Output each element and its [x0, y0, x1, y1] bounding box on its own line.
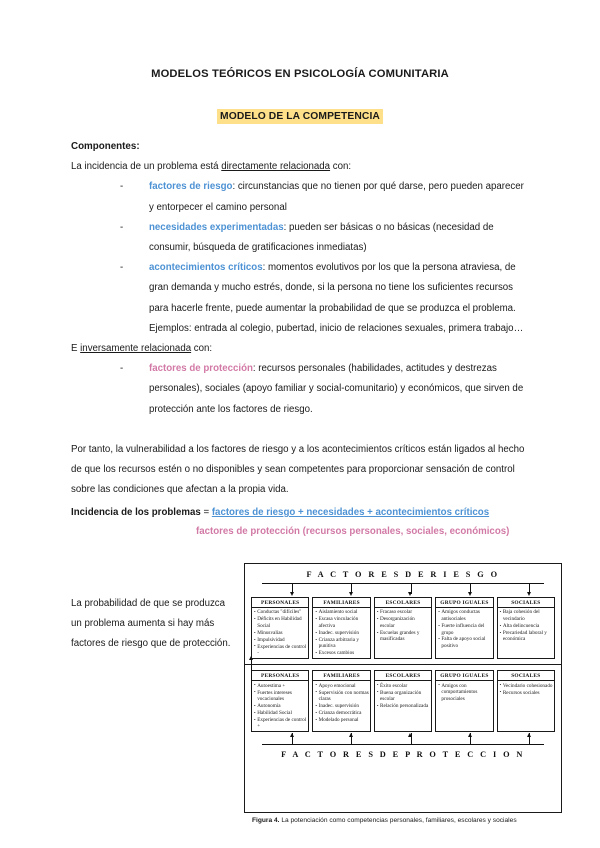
box-body	[498, 681, 554, 731]
risk-box-familiares	[312, 597, 370, 659]
arrow-up-icon	[408, 733, 412, 737]
box-item: • Baja cohesión del vecindario	[500, 609, 553, 622]
box-item: • Experiencias de control -	[254, 644, 307, 657]
protection-box-grupo-iguales	[435, 670, 493, 732]
arrow-up-icon	[468, 733, 472, 737]
box-item: • Recursos sociales	[500, 690, 553, 697]
protection-box-familiares	[312, 670, 370, 732]
box-item: • Falta de apoyo social positivo	[438, 636, 491, 649]
figure-diagram	[244, 563, 562, 813]
arrow-down-icon	[527, 592, 531, 596]
box-item: • Autonomía	[254, 703, 307, 710]
highlighted-section-title: MODELO DE LA COMPETENCIA	[217, 109, 383, 124]
box-title: ESCOLARES	[375, 671, 431, 681]
paragraph-spacer	[71, 420, 529, 440]
intro-suffix: con:	[330, 161, 352, 173]
risk-factor-boxes	[251, 597, 555, 659]
box-title: SOCIALES	[498, 598, 554, 608]
arrow-down-icon	[349, 592, 353, 596]
box-body	[436, 608, 492, 658]
term-description: : circunstancias que no tienen por qué darse, pero pueden aparecer y entorpecer el camino personal	[149, 181, 524, 213]
box-item: • Precariedad laboral y económica	[500, 630, 553, 643]
box-item: • Fuertes intereses vocacionales	[254, 690, 307, 703]
box-body	[498, 608, 554, 658]
incidence-formula	[71, 504, 531, 541]
box-item: • Experiencias de control +	[254, 717, 307, 730]
figure-caption-label: Figura 4.	[252, 817, 280, 824]
arrow-up-icon	[349, 733, 353, 737]
risk-box-personales	[251, 597, 309, 659]
list-item	[120, 258, 529, 339]
term-description: : pueden ser básicas o no básicas (necesidad de consumir, búsqueda de gratificaciones inmediatas)	[149, 221, 494, 254]
intro-underlined: directamente relacionada	[221, 161, 331, 173]
formula-numerator: factores de riesgo + necesidades + acontecimientos críticos	[211, 507, 490, 518]
inverse-prefix: E	[71, 343, 81, 355]
box-item: • Amigos conductas antisociales	[438, 609, 491, 622]
body-text-column	[71, 137, 529, 501]
components-heading: Componentes:	[71, 141, 140, 152]
box-item: • Apoyo emocional	[315, 683, 368, 690]
risk-box-escolares	[374, 597, 432, 659]
box-item: • Minusvalías	[254, 630, 307, 637]
inverse-line	[71, 339, 529, 359]
intro-line	[71, 157, 529, 177]
box-body	[252, 681, 308, 731]
bottom-connector-arrows	[251, 733, 555, 747]
box-title: PERSONALES	[252, 671, 308, 681]
connector-horizontal-line	[262, 744, 545, 745]
box-item: • Conductas "difíciles"	[254, 609, 307, 616]
arrow-up-icon	[527, 733, 531, 737]
box-item: • Supervisión con normas claras	[315, 690, 368, 703]
box-body	[375, 681, 431, 731]
box-item: • Vecindario cohesionado	[500, 683, 553, 690]
box-item: • Autoestima +	[254, 683, 307, 690]
intro-prefix: La incidencia de un problema está	[71, 161, 222, 173]
box-item: • Desorganización escolar	[377, 616, 430, 629]
top-connector-arrows	[251, 581, 555, 597]
figure-top-heading: F A C T O R E S D E R I E S G O	[306, 570, 500, 579]
box-item: • Buena organización escolar	[377, 690, 430, 703]
box-item: • Amigos con comportamientos prosociales	[438, 683, 491, 703]
term-acontecimientos-criticos: acontecimientos críticos	[149, 262, 263, 274]
box-title: SOCIALES	[498, 671, 554, 681]
left-feedback-arrow	[247, 660, 256, 710]
box-item: • Aislamiento social	[315, 609, 368, 616]
formula-denominator: factores de protección (recursos personales, sociales, económicos)	[196, 526, 510, 537]
box-body	[313, 608, 369, 658]
figure-caption-text: La potenciación como competencias personales, familiares, escolares y sociales	[279, 817, 517, 824]
box-body	[436, 681, 492, 731]
inverse-underlined: inversamente relacionada	[80, 343, 192, 355]
box-title: GRUPO IGUALES	[436, 671, 492, 681]
box-item: • Impulsividad	[254, 637, 307, 644]
box-item: • Escuelas grandes y masificadas	[377, 630, 430, 643]
protection-components-list	[71, 359, 529, 420]
box-item: • Déficits en Habilidad Social	[254, 616, 307, 629]
list-item	[120, 359, 529, 420]
box-item: • Inadec. supervisión	[315, 703, 368, 710]
arrow-down-icon	[468, 592, 472, 596]
box-title: GRUPO IGUALES	[436, 598, 492, 608]
page-title: MODELOS TEÓRICOS EN PSICOLOGÍA COMUNITARIA	[151, 68, 449, 80]
risk-box-grupo-iguales	[435, 597, 493, 659]
protection-box-escolares	[374, 670, 432, 732]
box-body	[313, 681, 369, 731]
risk-box-sociales	[497, 597, 555, 659]
box-item: • Relación personalizada	[377, 703, 430, 710]
connector-vertical-line	[251, 660, 252, 706]
box-body	[375, 608, 431, 658]
box-title: PERSONALES	[252, 598, 308, 608]
risk-components-list	[71, 177, 529, 339]
list-item	[120, 177, 529, 217]
connector-horizontal-line	[262, 583, 545, 584]
box-item: • Habilidad Social	[254, 710, 307, 717]
figure-bottom-heading: F A C T O R E S D E P R O T E C C I O N	[281, 750, 525, 760]
term-factores-de-proteccion: factores de protección	[149, 363, 253, 375]
arrow-down-icon	[290, 592, 294, 596]
term-description: : recursos personales (habilidades, actitudes y destrezas personales), sociales (apoyo familiar y social-comunitario) y económicos, que sirven de protección ante los factores de riesgo.	[149, 363, 524, 415]
protection-box-personales	[251, 670, 309, 732]
list-item	[120, 218, 529, 258]
side-note-text: La probabilidad de que se produzca un problema aumenta si hay más factores de riesgo que de protección.	[71, 598, 231, 650]
formula-equals: =	[203, 507, 210, 518]
term-factores-de-riesgo: factores de riesgo	[149, 181, 233, 193]
box-item: • Crianza democrática	[315, 710, 368, 717]
protection-box-sociales	[497, 670, 555, 732]
inverse-suffix: con:	[191, 343, 213, 355]
box-item: • Fracaso escolar	[377, 609, 430, 616]
arrow-down-icon	[408, 592, 412, 596]
box-item: • Inadec. supervisión	[315, 630, 368, 637]
box-title: FAMILIARES	[313, 671, 369, 681]
box-item: • Modelado personal	[315, 717, 368, 724]
box-item: • Alta delincuencia	[500, 623, 553, 630]
box-title: ESCOLARES	[375, 598, 431, 608]
box-title: FAMILIARES	[313, 598, 369, 608]
formula-label: Incidencia de los problemas	[71, 507, 201, 518]
box-item: • Éxito escolar	[377, 683, 430, 690]
figure-middle-divider	[245, 664, 561, 665]
term-description: : momentos evolutivos por los que la persona atraviesa, de gran demanda y mucho estrés, donde, si la persona no tiene los suficientes recursos para hacerle frente, puede aumentar la probabilidad de que se produzca el problema. Ejemplos: entrada al colegio, pubertad, inicio de relaciones sexuales, primera trabajo…	[149, 262, 524, 334]
arrow-up-icon	[290, 733, 294, 737]
box-item: • Escasa vinculación afectiva	[315, 616, 368, 629]
closing-paragraph: Por tanto, la vulnerabilidad a los factores de riesgo y a los acontecimientos críticos están ligados al hecho de que los recursos estén o no disponibles y sean competentes para proporcionar sensación de control sobre las condiciones que afectan a la propia vida.	[71, 444, 525, 496]
box-item: • Fuerte influencia del grupo	[438, 623, 491, 636]
figure-caption	[252, 816, 600, 825]
term-necesidades-experimentadas: necesidades experimentadas	[149, 221, 284, 233]
box-item: • Excesos cambios	[315, 650, 368, 657]
section-title-container	[0, 106, 600, 124]
box-body	[252, 608, 308, 658]
protection-factor-boxes	[251, 670, 555, 732]
arrow-up-icon	[249, 656, 253, 660]
box-item: • Crianza arbitraria y punitiva	[315, 637, 368, 650]
